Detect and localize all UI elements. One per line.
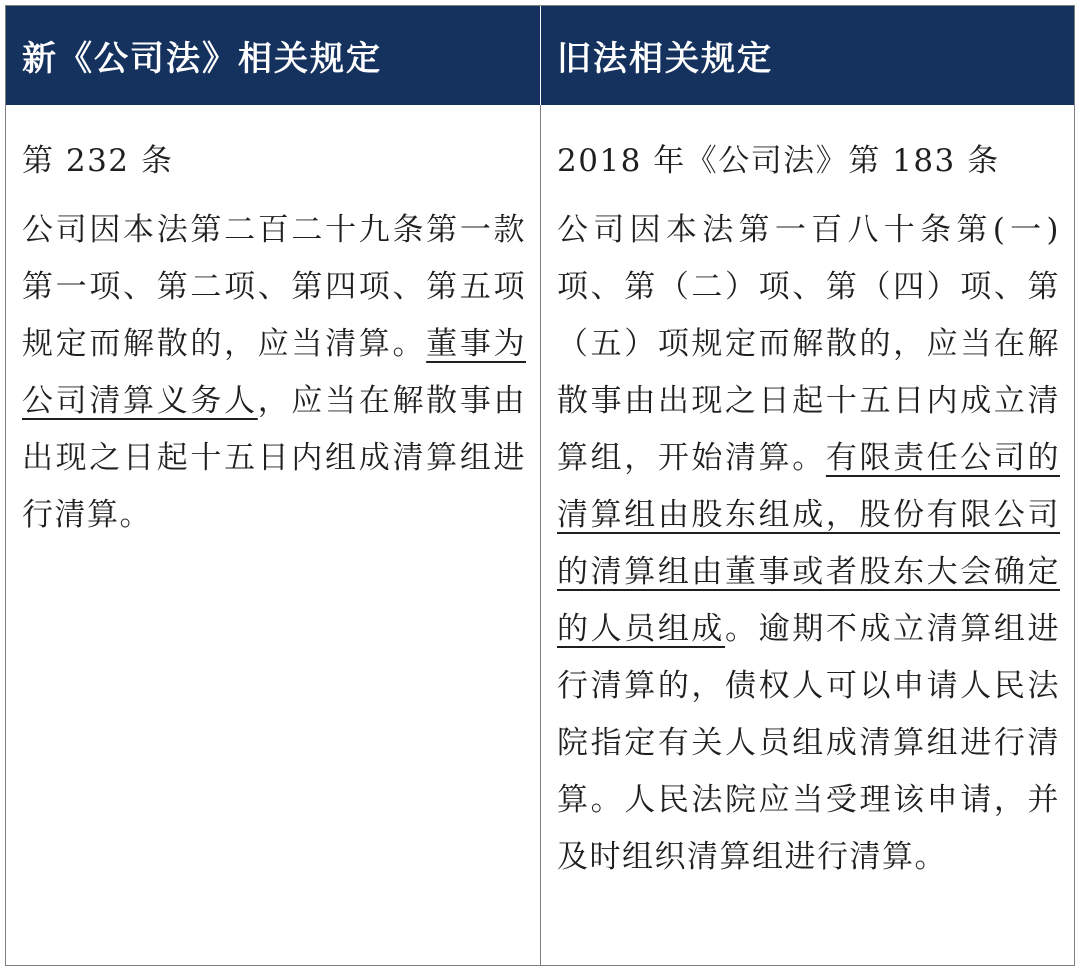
header-old-law: 旧法相关规定 [541, 6, 1074, 105]
new-law-cell [6, 105, 541, 965]
old-law-underlined-text: 有限责任公司的清算组由股东组成，股份有限公司的清算组由董事或者股东大会确定的人员组成 [557, 440, 1061, 647]
old-law-text-after: 。逾期不成立清算组进行清算的，债权人可以申请人民法院指定有关人员组成清算组进行清算。人民法院应当受理该申请，并及时组织清算组进行清算。 [557, 611, 1061, 875]
comparison-table [5, 5, 1075, 966]
old-law-article-ref: 2018 年《公司法》第 183 条 [557, 143, 1000, 179]
old-law-paragraph [557, 202, 1060, 886]
new-law-text-after: ，应当在解散事由出现之日起十五日内组成清算组进行清算。 [22, 383, 526, 533]
new-law-text-before: 公司因本法第二百二十九条第一款第一项、第二项、第四项、第五项规定而解散的，应当清算。 [22, 212, 526, 362]
new-law-underlined-text: 董事为公司清算义务人 [22, 326, 527, 419]
new-law-article-ref: 第 232 条 [22, 143, 174, 179]
old-law-text-before: 公司因本法第一百八十条第(一)项、第（二）项、第（四）项、第（五）项规定而解散的，应当在解散事由出现之日起十五日内成立清算组，开始清算。 [557, 212, 1060, 476]
header-new-law: 新《公司法》相关规定 [6, 6, 541, 105]
old-law-cell [541, 105, 1074, 965]
new-law-paragraph [22, 202, 526, 544]
